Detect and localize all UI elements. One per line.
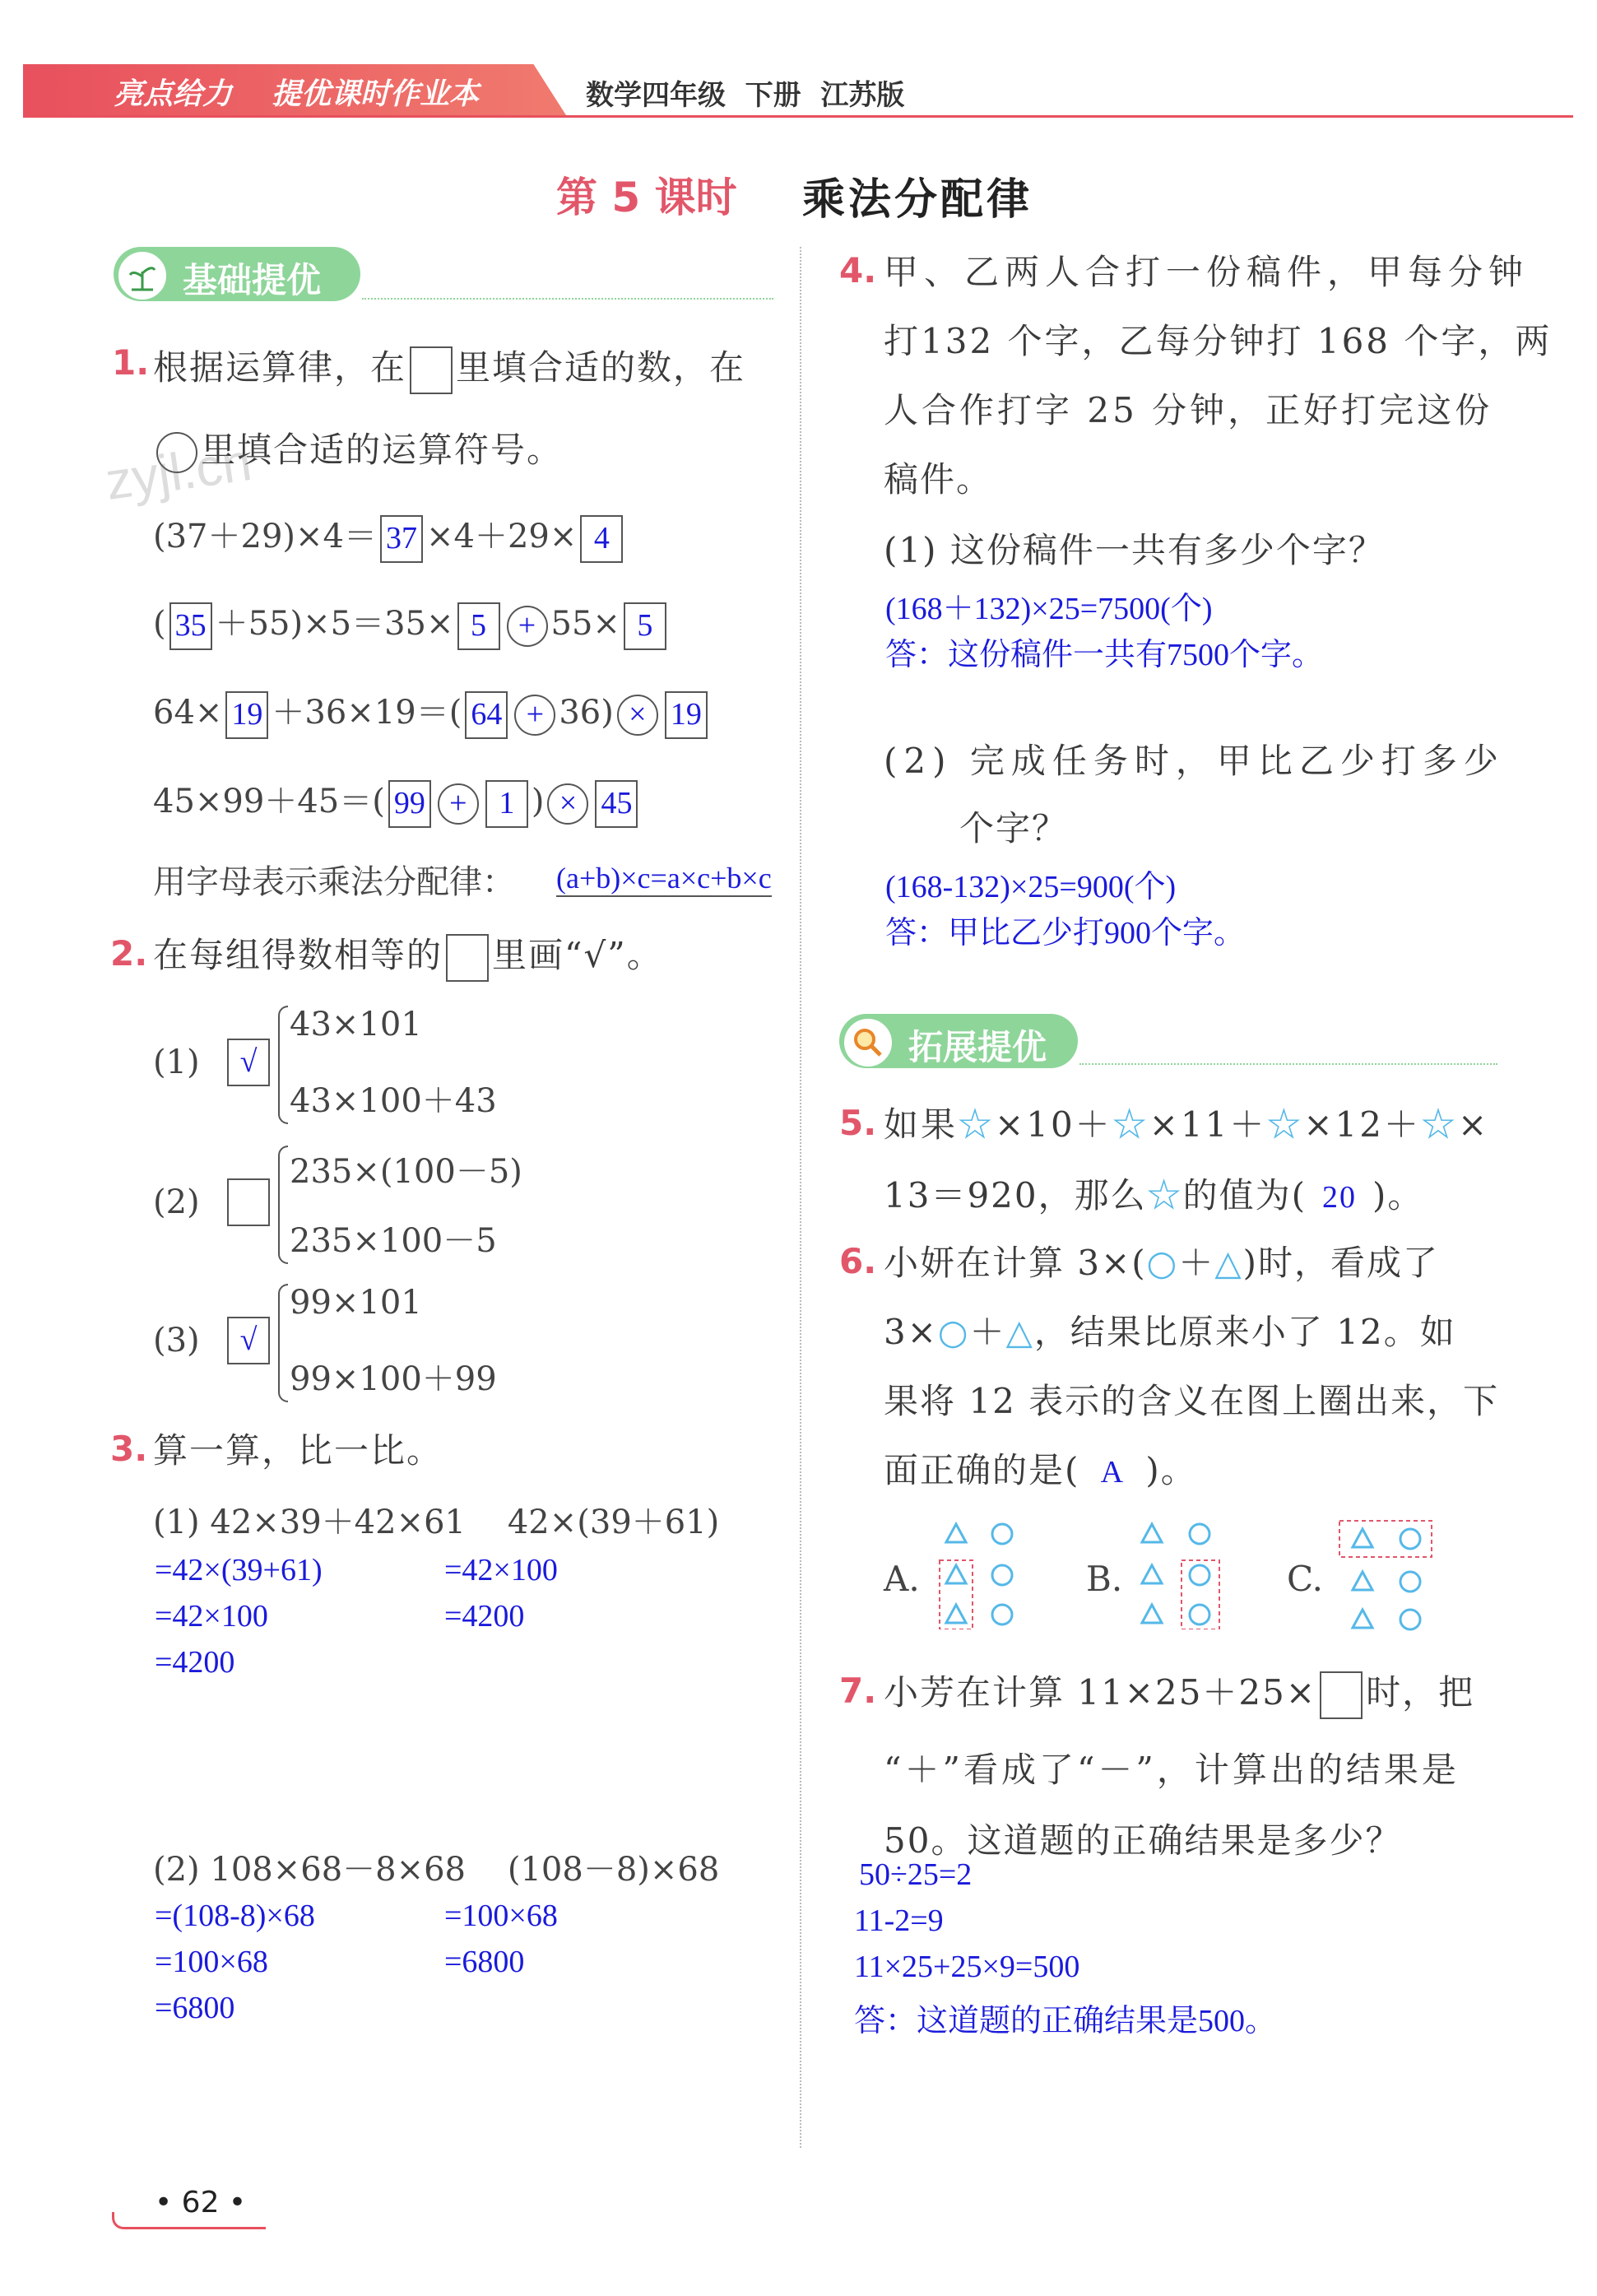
star-icon: ☆	[1420, 1104, 1458, 1145]
lesson-title: 乘法分配律	[802, 175, 1033, 225]
star-icon: ☆	[1146, 1175, 1183, 1215]
q2-group2-brace	[278, 1146, 288, 1264]
q4-line1: 甲、乙两人合打一份稿件，甲每分钟	[884, 252, 1530, 292]
q4-number: 4.	[839, 250, 877, 290]
q3-part2-left-2: =100×68	[155, 1945, 268, 1979]
q1-row3: 64× 19 ＋36×19＝( 64 + 36) × 19	[153, 686, 711, 739]
q3-part2-left-3: =6800	[155, 1991, 235, 2025]
q2-group2-checkbox[interactable]	[224, 1178, 273, 1226]
q2-number: 2.	[110, 933, 148, 974]
header-series: 提优课时作业本	[272, 77, 480, 111]
column-divider	[800, 247, 801, 2148]
q2-group2-expr-b: 235×100－5	[290, 1222, 497, 1260]
q3-part1-head: (1) 42×39＋42×61 42×(39＋61)	[153, 1504, 720, 1541]
q1-formula-label: 用字母表示乘法分配律：	[153, 863, 515, 901]
q1-text-line2: 里填合适的运算符号。	[153, 423, 563, 473]
q7-answer-3: 11×25+25×9=500	[854, 1950, 1080, 1984]
q5-line1: 如果☆×10＋☆×11＋☆×12＋☆×	[884, 1104, 1490, 1145]
q5-line2: 13＝920，那么☆的值为( 20 )。	[884, 1175, 1424, 1215]
q6-answer: A	[1100, 1455, 1126, 1490]
q4-sub1-question: (1) 这份稿件一共有多少个字？	[884, 530, 1385, 570]
q1-row1: (37＋29)×4＝ 37 ×4＋29× 4	[153, 510, 626, 563]
q1-number: 1.	[112, 342, 150, 383]
q2-group3-label: (3)	[153, 1322, 200, 1359]
q3-part2-head: (2) 108×68－8×68 (108－8)×68	[153, 1851, 720, 1889]
q2-group1-expr-a: 43×101	[290, 1006, 422, 1043]
q7-line1: 小芳在计算 11×25＋25× 时，把	[884, 1666, 1474, 1719]
star-icon: ☆	[1112, 1104, 1149, 1145]
q2-group3-brace	[278, 1284, 288, 1402]
q6-line4: 面正确的是( A )。	[884, 1450, 1197, 1490]
q4-sub1-answer-1: (168＋132)×25=7500(个)	[885, 592, 1213, 626]
watermark: zyjl.cn	[101, 431, 255, 512]
q3-part1-right-1: =42×100	[444, 1553, 558, 1587]
q3-part1-right-2: =4200	[444, 1599, 525, 1634]
q6-line2: 3×○＋△，结果比原来小了 12。如	[884, 1312, 1456, 1352]
page-number: • 62 •	[155, 2186, 247, 2219]
section-title-basic: 基础提优	[183, 260, 322, 300]
q2-group3-expr-b: 99×100＋99	[290, 1360, 497, 1398]
header-brand: 亮点给力	[114, 77, 233, 111]
q2-group1-label: (1)	[153, 1043, 200, 1081]
q3-part1-left-3: =4200	[155, 1645, 235, 1680]
q3-part1-left-2: =42×100	[155, 1599, 268, 1634]
q6-option-c-label[interactable]: C.	[1287, 1559, 1323, 1599]
q2-group1-expr-b: 43×100＋43	[290, 1082, 497, 1120]
q7-line3: 50。这道题的正确结果是多少？	[884, 1820, 1402, 1861]
star-icon: ☆	[1266, 1104, 1304, 1145]
q4-line4: 稿件。	[884, 459, 993, 500]
q3-text: 算一算，比一比。	[153, 1430, 443, 1471]
q6-option-b-figure	[1135, 1519, 1226, 1629]
q6-option-a-figure	[938, 1519, 1020, 1629]
q3-part1-left-1: =42×(39+61)	[155, 1553, 323, 1587]
sprout-icon	[117, 250, 168, 301]
q6-line3: 果将 12 表示的含义在图上圈出来，下	[884, 1381, 1500, 1421]
q7-answer-1: 50÷25=2	[859, 1857, 973, 1892]
q4-sub2-question-1: (2) 完成任务时，甲比乙少打多少	[884, 741, 1505, 781]
q1-row2: ( 35 ＋55)×5＝35× 5 + 55× 5	[153, 597, 670, 650]
q6-option-b-label[interactable]: B.	[1086, 1559, 1123, 1599]
q2-group1-brace	[278, 1006, 288, 1124]
q4-sub2-answer-1: (168-132)×25=900(个)	[885, 870, 1177, 904]
triangle-icon: △	[1005, 1312, 1034, 1352]
q2-group1-checkbox[interactable]: √	[224, 1039, 273, 1086]
star-icon: ☆	[958, 1104, 996, 1145]
q2-group2-expr-a: 235×(100－5)	[290, 1153, 522, 1191]
circle-icon: ○	[1146, 1243, 1179, 1283]
section-title-extend: 拓展提优	[908, 1027, 1047, 1067]
section-rule-basic	[362, 298, 773, 300]
q3-part2-right-2: =6800	[444, 1945, 525, 1979]
triangle-icon: △	[1214, 1243, 1243, 1283]
header-book: 数学四年级 下册 江苏版	[586, 79, 905, 112]
q4-line2: 打132 个字，乙每分钟打 168 个字，两	[884, 321, 1553, 361]
q3-part2-left-1: =(108-8)×68	[155, 1899, 315, 1933]
header-rule	[23, 115, 1573, 118]
q4-sub1-answer-2: 答：这份稿件一共有7500个字。	[885, 638, 1324, 672]
q2-group2-label: (2)	[153, 1183, 200, 1221]
q6-line1: 小妍在计算 3×(○＋△)时，看成了	[884, 1243, 1440, 1283]
q6-option-c-figure	[1338, 1519, 1437, 1634]
q2-text: 在每组得数相等的 里画“√”。	[153, 928, 663, 982]
magnifier-icon	[843, 1017, 894, 1068]
q7-number: 7.	[839, 1671, 877, 1711]
q4-sub2-answer-2: 答：甲比乙少打900个字。	[885, 916, 1246, 950]
q1-formula-answer: (a+b)×c=a×c+b×c	[556, 861, 772, 897]
lesson-number: 第 5 课时	[556, 174, 737, 221]
q6-option-a-label[interactable]: A.	[884, 1559, 920, 1599]
q4-sub2-question-2: 个字？	[959, 808, 1069, 848]
q7-answer-4: 答：这道题的正确结果是500。	[854, 2004, 1277, 2038]
q7-answer-2: 11-2=9	[854, 1903, 944, 1938]
q1-text-line1: 根据运算律，在 里填合适的数，在	[153, 341, 745, 394]
q5-number: 5.	[839, 1103, 877, 1143]
q1-row4: 45×99＋45＝( 99 + 1 ) × 45	[153, 775, 641, 828]
section-rule-extend	[1079, 1063, 1497, 1065]
circle-icon: ○	[937, 1312, 970, 1352]
q6-number: 6.	[839, 1241, 877, 1281]
q5-answer: 20	[1322, 1180, 1358, 1215]
q2-group3-expr-a: 99×101	[290, 1284, 422, 1322]
q7-line2: “＋”看成了“－”，计算出的结果是	[884, 1750, 1460, 1790]
q2-group3-checkbox[interactable]: √	[224, 1317, 273, 1364]
q4-line3: 人合作打字 25 分钟，正好打完这份	[884, 390, 1493, 430]
q3-part2-right-1: =100×68	[444, 1899, 558, 1933]
q3-number: 3.	[110, 1429, 148, 1469]
